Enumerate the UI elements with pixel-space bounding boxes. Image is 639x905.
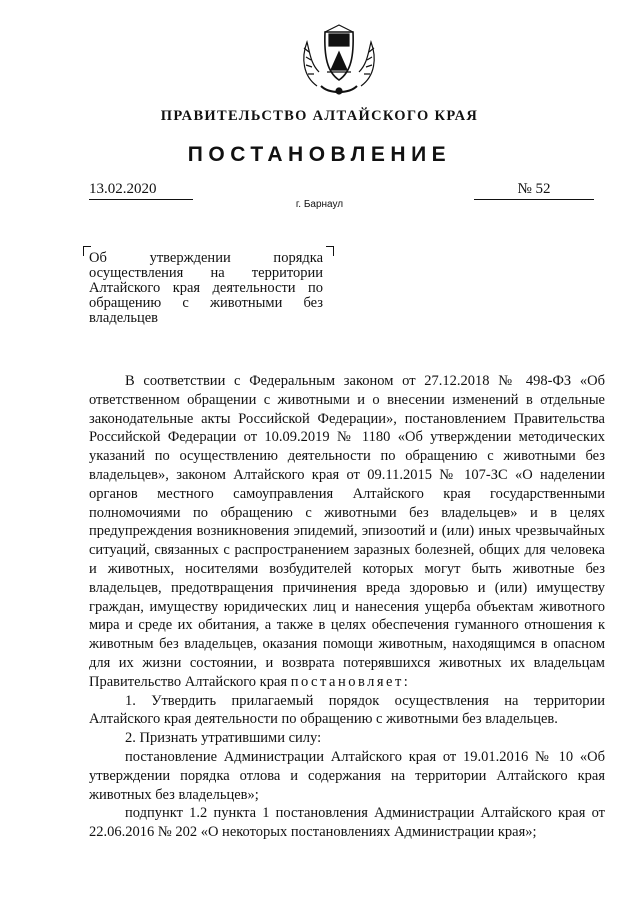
preamble-text: В соответствии с Федеральным законом от 27.12.2018 № 498-ФЗ «Об ответственном обращении с животными и о внесении изменений в отдельные законодательные акты Российской Федерации», постановлением Правительства Российской Федерации от 10.09.2019 № 1180 «Об утверждении методических указаний по осуществлению деятельности по обращению с животными без владельцев», законом Алтайского края от 09.11.2015 № 107-ЗС «О наделении органов местного самоуправления Алтайского края государственными полномочиями по обращению с животными без владельцев» и в целях предупреждения возникновения эпидемий, эпизоотий и (или) иных чрезвычайных ситуаций, связанных с распространением заразных болезней, общих для человека и животных, носителями возбудителей которых могут быть животные без владельцев, предотвращения причинения вреда здоровью и (или) имуществу граждан, имуществу юридических лиц и нанесения ущерба объектам животного мира и среде их обитания, а также в целях обеспечения гуманного отношения к животным без владельцев, оказания помощи животным, находящимся в опасном для их жизни состоянии, и возврата потерявшихся животных их владельцам Правительство Алтайского края xyxy=(89,373,605,690)
document-date: 13.02.2020 xyxy=(89,181,193,200)
document-number: № 52 xyxy=(474,181,594,200)
item-1-paragraph: 1. Утвердить прилагаемый порядок осуществления на территории Алтайского края деятельности по обращению с животными без владельцев. xyxy=(89,692,605,728)
document-type-title: ПОСТАНОВЛЕНИЕ xyxy=(187,143,452,166)
subject-bracket-right xyxy=(326,246,334,256)
document-body xyxy=(89,372,605,842)
issue-city: г. Барнаул xyxy=(295,199,344,210)
item-2b-paragraph: подпункт 1.2 пункта 1 постановления Администрации Алтайского края от 22.06.2016 № 202 «О некоторых постановлениях Администрации края»; xyxy=(89,805,605,841)
item-2a-paragraph: постановление Администрации Алтайского края от 19.01.2016 № 10 «Об утверждении порядка отлова и содержания на территории Алтайского края животных без владельцев»; xyxy=(89,748,605,803)
altai-krai-coat-of-arms-icon xyxy=(297,20,381,100)
preamble-paragraph xyxy=(89,372,605,692)
resolves-word: постановляет: xyxy=(290,673,411,690)
government-title: ПРАВИТЕЛЬСТВО АЛТАЙСКОГО КРАЯ xyxy=(160,108,479,124)
document-subject: Об утверждении порядка осуществления на территории Алтайского края деятельности по обращению с животными без владельцев xyxy=(89,250,323,326)
item-2-paragraph: 2. Признать утратившими силу: xyxy=(125,730,322,747)
